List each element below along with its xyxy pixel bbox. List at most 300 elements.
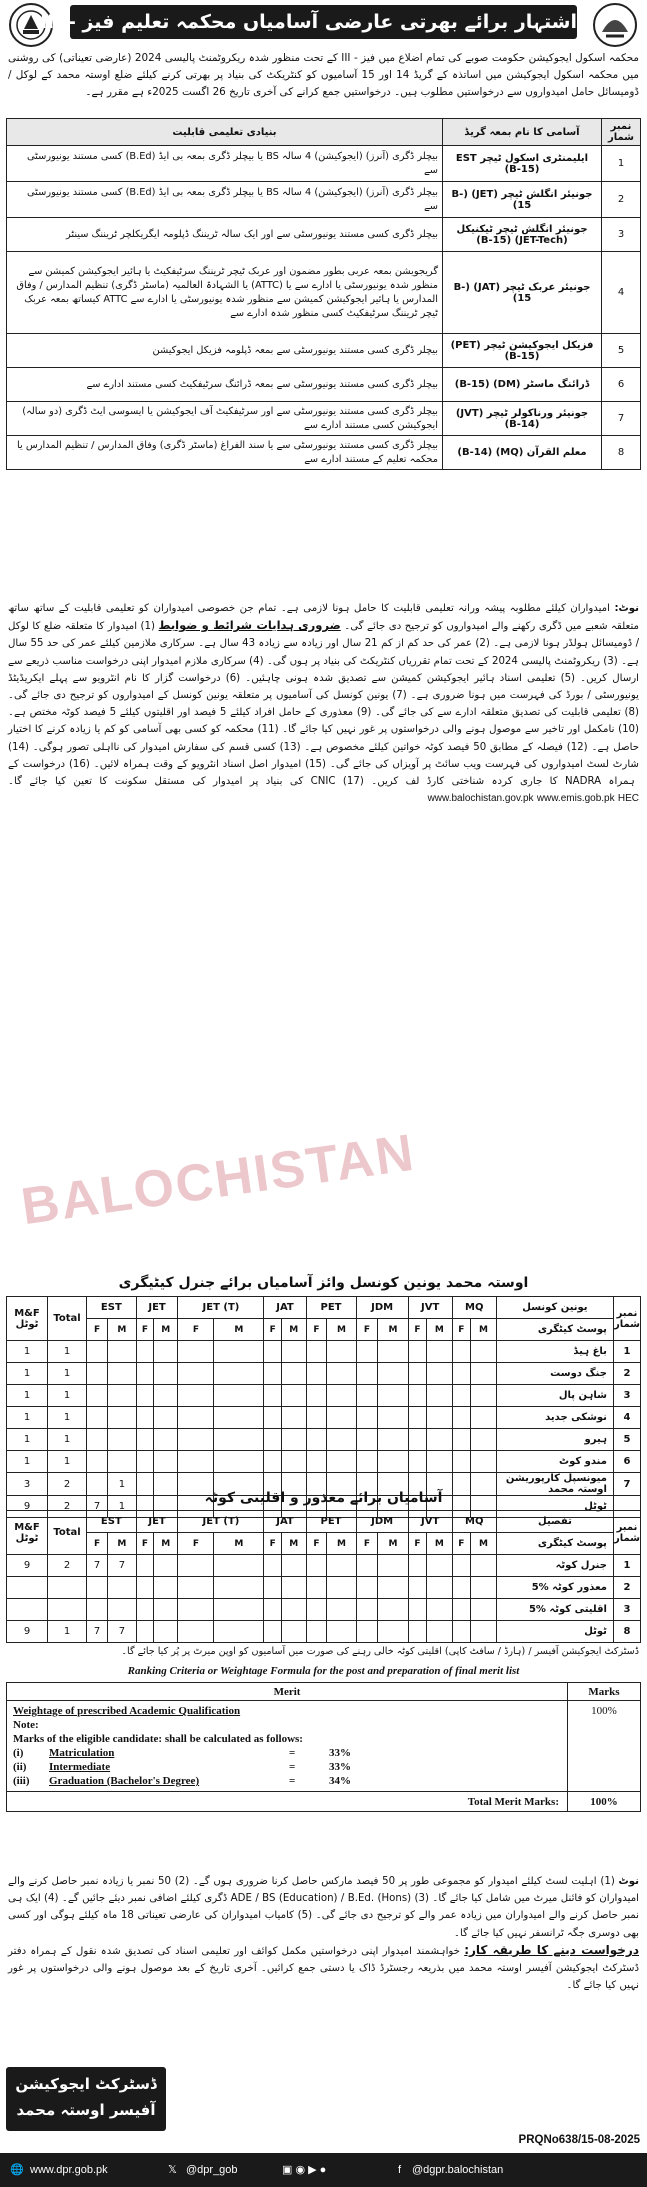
col-post: آسامی کا نام بمعہ گریڈ (443, 119, 602, 146)
merit-item-label: Matriculation (49, 1747, 115, 1759)
count-cell (306, 1385, 327, 1407)
count-cell (471, 1407, 497, 1429)
condition-item: (6) درخواست گزار کا نام انٹرویو سے پہلے ایکریڈیٹڈ یونیورسٹی / بورڈ کی فہرست میں ہونا ضروری ہے۔ (8, 672, 639, 702)
count-cell (356, 1599, 378, 1621)
count-cell (327, 1385, 356, 1407)
row-name: ٹوٹل (496, 1496, 613, 1518)
count-cell (264, 1577, 282, 1599)
count-cell (214, 1451, 264, 1473)
condition-item: (11) محکمہ کو کسی بھی آسامی کو کم یا زیادہ کرنے کا اختیار حاصل ہے۔ (8, 724, 639, 753)
row-name: ہیرو (496, 1429, 613, 1451)
male-col: M (327, 1533, 356, 1555)
sum-cell (87, 1577, 108, 1599)
count-cell (154, 1621, 178, 1643)
count-cell (214, 1429, 264, 1451)
count-cell (306, 1577, 327, 1599)
sum-cell: 7 (87, 1555, 108, 1577)
count-cell (378, 1385, 408, 1407)
post-col-header: JDM (356, 1297, 408, 1319)
condition-item: (12) فیصلہ کے مطابق 50 فیصد کوٹہ خواتین کیلئے مخصوص ہے۔ (304, 741, 588, 753)
count-cell (282, 1621, 307, 1643)
post-name: ایلیمنٹری اسکول ٹیچر EST (B-15) (443, 146, 602, 182)
count-cell (306, 1429, 327, 1451)
footer-website[interactable]: www.dpr.gob.pk (30, 2164, 108, 2176)
posts-table (6, 118, 641, 470)
count-cell (408, 1407, 426, 1429)
merit-subhead: Marks of the eligible candidate: shall be calculated as follows: (13, 1733, 303, 1745)
count-cell (108, 1599, 137, 1621)
condition-item: (17) CNIC کی بنیاد پر امیدوار کی مستقل سکونت کا تعین کیا جائے گا۔ (8, 776, 364, 788)
count-cell: 1 (108, 1496, 137, 1518)
count-cell (452, 1555, 470, 1577)
count-cell (136, 1341, 153, 1363)
count-cell (282, 1385, 307, 1407)
post-col-header: MQ (452, 1511, 496, 1533)
count-cell (178, 1385, 214, 1407)
female-col: F (356, 1319, 378, 1341)
category-row-label: پوسٹ کیٹگری (496, 1319, 613, 1341)
vacancy-row (7, 1555, 641, 1577)
count-cell (264, 1407, 282, 1429)
count-cell (136, 1385, 153, 1407)
count-cell (427, 1341, 453, 1363)
merit-item-no: (ii) (13, 1761, 27, 1773)
advert-title: اشتہار برائے بھرتی عارضی آسامیاں محکمہ تعلیم فیز - III (70, 5, 577, 39)
count-cell (214, 1363, 264, 1385)
count-cell (282, 1341, 307, 1363)
merit-marks: 100% (568, 1701, 641, 1792)
count-cell (154, 1599, 178, 1621)
vacancy-row (7, 1385, 641, 1407)
mf-total-cell: 1 (7, 1385, 48, 1407)
count-cell (214, 1385, 264, 1407)
condition-item: (8) تعلیمی قابلیت کی تصدیق متعلقہ ادارے سے کی جائے گی۔ (375, 707, 639, 719)
count-cell (452, 1363, 470, 1385)
count-cell (178, 1363, 214, 1385)
count-cell (136, 1599, 153, 1621)
female-col: F (178, 1319, 214, 1341)
conditions-list (8, 621, 639, 787)
post-row (7, 252, 641, 334)
count-cell (154, 1363, 178, 1385)
sum-cell (87, 1363, 108, 1385)
footer-bar (0, 2153, 647, 2187)
header (0, 0, 647, 50)
row-serial: 4 (613, 1407, 640, 1429)
post-qualification: گریجویشن بمعہ عربی بطور مضمون اور عربک ٹیچر ٹریننگ سرٹیفکیٹ یا ہائیر ایجوکیشن کمیشن سے منظور شدہ یونیورسٹی یا ادارے سے یا (ATTC) یا الشہادۃ العالمیہ (ماسٹر ڈگری) تنظیم المدارس / وفاق المدارس یا ہائیر ایجوکیشن کمیشن سے منظور شدہ یونیورسٹی یا ادارے سے ATTC کیساتھ بمعہ عربک ٹیچر ٹریننگ سرٹیفکیٹ کسی منظور شدہ ادارے سے (7, 252, 443, 334)
post-row (7, 182, 641, 218)
count-cell (178, 1555, 214, 1577)
vacancy-row (7, 1407, 641, 1429)
count-cell (427, 1621, 453, 1643)
x-icon: 𝕏 (168, 2164, 177, 2176)
post-col-header: JVT (408, 1297, 452, 1319)
post-row (7, 334, 641, 368)
count-cell (136, 1429, 153, 1451)
female-col: F (136, 1533, 153, 1555)
post-qualification: بیچلر ڈگری (آنرز) (ایجوکیشن) 4 سالہ BS یا بیچلر ڈگری بمعہ بی ایڈ (B.Ed) کسی مستند یونیورسٹی سے (7, 146, 443, 182)
count-cell (282, 1577, 307, 1599)
condition-item: (16) درخواست کے ہمراہ NADRA کا جاری کردہ شناختی کارڈ لف کریں۔ (8, 758, 635, 788)
count-cell (154, 1407, 178, 1429)
count-cell (178, 1407, 214, 1429)
count-cell (378, 1451, 408, 1473)
row-name: مندو کوٹ (496, 1451, 613, 1473)
signature-line1: ڈسٹرکٹ ایجوکیشن (15, 2075, 157, 2093)
row-name: جنرل کوٹہ (496, 1555, 613, 1577)
male-col: M (378, 1533, 408, 1555)
female-col: F (264, 1319, 282, 1341)
merit-note: Note: (13, 1719, 39, 1731)
website-link[interactable]: www.balochistan.gov.pk (427, 793, 534, 805)
post-col-header: JET (T) (178, 1511, 264, 1533)
post-col-header: JET (136, 1297, 178, 1319)
post-col-header: EST (87, 1511, 137, 1533)
post-name: فزیکل ایجوکیشن ٹیچر (PET) (B-15) (443, 334, 602, 368)
post-row (7, 402, 641, 436)
count-cell (108, 1451, 137, 1473)
merit-item-value: 33% (329, 1761, 351, 1773)
count-cell (327, 1363, 356, 1385)
count-cell (136, 1555, 153, 1577)
count-cell (408, 1451, 426, 1473)
count-cell (214, 1341, 264, 1363)
merit-table (6, 1682, 641, 1812)
vacancy-row (7, 1451, 641, 1473)
female-col: F (136, 1319, 153, 1341)
footer-twitter[interactable]: @dpr_gob (186, 2164, 238, 2176)
mf-total-cell: 1 (7, 1429, 48, 1451)
count-cell (356, 1341, 378, 1363)
mf-total-cell: 1 (7, 1341, 48, 1363)
count-cell (452, 1429, 470, 1451)
row-serial: 3 (613, 1599, 640, 1621)
vacancy-row (7, 1363, 641, 1385)
serial-col-header: نمبر شمار (613, 1511, 640, 1555)
post-col-header: PET (306, 1511, 356, 1533)
post-qualification: بیچلر ڈگری کسی مستند یونیورسٹی سے بمعہ ڈپلومہ فزیکل ایجوکیشن (7, 334, 443, 368)
merit-item-eq: = (289, 1761, 296, 1773)
condition-item: (1) امیدوار کا متعلقہ ضلع کا لوکل / ڈومیسائل ہولڈر ہونا لازمی ہے۔ (8, 621, 640, 650)
quota-footnote: ڈسٹرکٹ ایجوکیشن آفیسر / (ہارڈ / سافٹ کاپی) اقلیتی کوٹہ خالی رہنے کی صورت میں آسامیوں کو اوپن میرٹ پر پُر کیا جائے گا۔ (121, 1646, 639, 1657)
count-cell (378, 1363, 408, 1385)
post-col-header: JDM (356, 1511, 408, 1533)
count-cell (327, 1555, 356, 1577)
count-cell (306, 1341, 327, 1363)
post-col-header: EST (87, 1297, 137, 1319)
post-row (7, 146, 641, 182)
count-cell (427, 1363, 453, 1385)
count-cell (154, 1429, 178, 1451)
count-cell (452, 1407, 470, 1429)
count-cell (356, 1451, 378, 1473)
signature-line2: آفیسر اوستہ محمد (16, 2101, 156, 2119)
count-cell (154, 1555, 178, 1577)
post-name: جونیئر ورناکولر ٹیچر (JVT) (B-14) (443, 402, 602, 436)
merit-body (7, 1701, 568, 1792)
count-cell: 1 (108, 1473, 137, 1496)
female-col: F (87, 1319, 108, 1341)
row-serial: 2 (613, 1577, 640, 1599)
count-cell (356, 1429, 378, 1451)
count-cell (452, 1577, 470, 1599)
total-cell: 1 (48, 1385, 87, 1407)
quota-vacancy-table (6, 1510, 641, 1643)
count-cell (282, 1363, 307, 1385)
total-cell: 1 (48, 1363, 87, 1385)
post-qualification: بیچلر ڈگری کسی مستند یونیورسٹی سے اور سرٹیفکیٹ آف ایجوکیشن یا ایسوسی ایٹ ڈگری (دو سالہ) ایجوکیشن کسی مستند ادارے سے (7, 402, 443, 436)
count-cell (282, 1407, 307, 1429)
post-name: معلم القرآن (MQ) (B-14) (443, 436, 602, 470)
count-cell (471, 1451, 497, 1473)
conditions-section (8, 600, 639, 807)
post-serial: 4 (602, 252, 641, 334)
row-name: باغ ہیڈ (496, 1341, 613, 1363)
female-col: F (87, 1533, 108, 1555)
post-row (7, 436, 641, 470)
intro-text: محکمہ اسکول ایجوکیشن حکومت صوبے کی تمام اضلاع میں فیز - III کے تحت منظور شدہ ریکروٹمنٹ پالیسی 2024 (عارضی تعیناتی) کی روشنی میں محکمہ اسکول ایجوکیشن میں اساتذہ کے گریڈ 14 اور 15 آسامیوں کو کنٹریکٹ کی بنیاد پر بھرتی کرنے کیلئے ضلع اوستہ محمد کے لوکل / ڈومیسائل حامل امیدواروں سے درخواستیں مطلوب ہیں۔ درخواستیں جمع کرانے کی آخری تاریخ 26 اگست 2025ء ہے مقرر ہے۔ (8, 52, 640, 98)
merit-col-header: Merit (7, 1683, 568, 1701)
post-col-header: JAT (264, 1511, 306, 1533)
merit-item-label: Intermediate (49, 1761, 111, 1773)
count-cell (427, 1385, 453, 1407)
count-cell (264, 1555, 282, 1577)
sum-cell (87, 1385, 108, 1407)
count-cell (264, 1341, 282, 1363)
total-header: Total (48, 1297, 87, 1341)
count-cell (136, 1577, 153, 1599)
post-name: جونیئر انگلش ٹیچر (JET) (B-15) (443, 182, 602, 218)
post-name: جونیئر انگلش ٹیچر ٹیکنیکل (JET-Tech) (B-15) (443, 218, 602, 252)
mf-total-header: M&F ٹوٹل (7, 1297, 48, 1341)
row-serial: 2 (613, 1363, 640, 1385)
row-name: شاہن پال (496, 1385, 613, 1407)
merit-item (13, 1774, 561, 1788)
count-cell (471, 1385, 497, 1407)
total-merit-value: 100% (568, 1792, 641, 1812)
emis-link[interactable]: www.emis.gob.pk (536, 793, 615, 805)
col-qualification: بنیادی تعلیمی قابلیت (7, 119, 443, 146)
mf-total-cell (7, 1599, 48, 1621)
count-cell (471, 1599, 497, 1621)
count-cell (452, 1621, 470, 1643)
count-cell (356, 1363, 378, 1385)
count-cell (327, 1429, 356, 1451)
conditions-lead: امیدواران کیلئے مطلوبہ پیشہ ورانہ تعلیمی قابلیت کا حامل ہونا لازمی ہے۔ تمام جن خصوصی امیدواران کو تعلیمی قابلیت کے ساتھ ساتھ متعلقہ شعبے میں ڈگری رکھنے والے امیدواروں کو ترجیح دی جائے گی۔ (8, 603, 639, 633)
mf-total-cell: 9 (7, 1496, 48, 1518)
condition-item: (15) امیدوار اصل اسناد انٹرویو کے وقت ہمراہ لائیں۔ (93, 758, 326, 770)
sum-cell (87, 1451, 108, 1473)
count-cell (427, 1407, 453, 1429)
count-cell (306, 1599, 327, 1621)
male-col: M (471, 1319, 497, 1341)
row-name: نوشکی جدید (496, 1407, 613, 1429)
count-cell (356, 1555, 378, 1577)
count-cell (471, 1341, 497, 1363)
male-col: M (154, 1319, 178, 1341)
count-cell (178, 1451, 214, 1473)
male-col: M (378, 1319, 408, 1341)
count-cell (154, 1577, 178, 1599)
count-cell (136, 1363, 153, 1385)
count-cell (108, 1363, 137, 1385)
footer-social[interactable]: @dgpr.balochistan (412, 2164, 504, 2176)
count-cell (356, 1407, 378, 1429)
count-cell (408, 1621, 426, 1643)
name-col-header: یونین کونسل (496, 1297, 613, 1319)
bottom-note-label: نوٹ (618, 1876, 639, 1887)
count-cell (471, 1577, 497, 1599)
male-col: M (214, 1533, 264, 1555)
quota-section-title: آسامیاں برائے معذور و اقلیتی کوٹہ (204, 1490, 443, 1506)
sum-cell: 7 (87, 1496, 108, 1518)
condition-item: (4) سرکاری ملازم امیدوار اپنی درخواست مناسب ذریعے سے ارسال کریں۔ (8, 655, 639, 684)
count-cell (282, 1555, 307, 1577)
condition-item: (7) یونین کونسل کی آسامیوں پر متعلقہ یونین کونسل کے امیدواروں کو ترجیح دی جائے گی۔ (8, 690, 407, 702)
row-name: اقلیتی کوٹہ %5 (496, 1599, 613, 1621)
mf-total-cell: 3 (7, 1473, 48, 1496)
male-col: M (108, 1533, 137, 1555)
province-emblem-icon (592, 2, 638, 48)
condition-item: (2) عمر کی حد کم از کم 21 سال اور زیادہ سے زیادہ 43 سال ہے۔ سرکاری ملازمین کیلئے عمر کی حد 55 سال ہے۔ (8, 638, 639, 667)
marks-col-header: Marks (568, 1683, 641, 1701)
note-label: نوٹ: (614, 603, 639, 614)
merit-item-value: 34% (329, 1775, 351, 1787)
count-cell (356, 1577, 378, 1599)
count-cell (108, 1341, 137, 1363)
uc-section-title: اوستہ محمد یونین کونسل وائز آسامیاں برائے جنرل کیٹیگری (118, 1275, 529, 1291)
count-cell (306, 1451, 327, 1473)
female-col: F (408, 1533, 426, 1555)
watermark: BALOCHISTAN (17, 1123, 419, 1237)
count-cell (378, 1621, 408, 1643)
count-cell (408, 1363, 426, 1385)
count-cell (327, 1341, 356, 1363)
mf-total-cell: 9 (7, 1555, 48, 1577)
count-cell (108, 1429, 137, 1451)
merit-notes (8, 1873, 639, 1994)
vacancy-row (7, 1341, 641, 1363)
count-cell (378, 1429, 408, 1451)
mf-total-cell: 1 (7, 1407, 48, 1429)
post-serial: 1 (602, 146, 641, 182)
count-cell (427, 1555, 453, 1577)
condition-item: (13) کسی قسم کی سفارش امیدوار کی نااہلی تصور ہوگی۔ (32, 741, 301, 753)
hec-label: HEC (617, 793, 639, 805)
count-cell (264, 1599, 282, 1621)
count-cell (282, 1451, 307, 1473)
social-icons: ▣ ◉ ▶ ● (282, 2164, 327, 2176)
count-cell (408, 1555, 426, 1577)
merit-item-eq: = (289, 1775, 296, 1787)
bottom-notes-text: (1) اہلیت لسٹ کیلئے امیدوار کو مجموعی طور پر 50 فیصد مارکس حاصل کرنا ضروری ہوں گے۔ (2) 50 نمبر یا زیادہ نمبر حاصل کرنے والے امیدواران کو فائنل میرٹ میں شامل کیا جائے گا۔ (3) ADE / BS (Education) / B.Ed. (Hons) ڈگری کیلئے اضافی نمبر دیئے جائیں گے۔ (4) ایک ہی نمبر حاصل کرنے والے امیدواران میں زیادہ عمر والے کو ترجیح دی جائے گی۔ (5) کامیاب امیدواران کی عارضی تعیناتی 18 ماہ کیلئے ہوگی اور کسی بھی دوسری جگہ ٹرانسفر نہیں کیا جائے گا۔ (8, 1876, 639, 1939)
row-serial: 7 (613, 1473, 640, 1496)
count-cell (136, 1407, 153, 1429)
count-cell (471, 1555, 497, 1577)
facebook-icon: f (398, 2164, 402, 2176)
count-cell (408, 1341, 426, 1363)
male-col: M (154, 1533, 178, 1555)
merit-item (13, 1746, 561, 1760)
post-qualification: بیچلر ڈگری کسی مستند یونیورسٹی سے یا سند الفراغ (ماسٹر ڈگری) وفاق المدارس / تنظیم المدارس یا محکمہ تعلیم کے مستند ادارے سے (7, 436, 443, 470)
count-cell (136, 1451, 153, 1473)
globe-icon: 🌐 (10, 2164, 24, 2176)
mf-total-cell (7, 1577, 48, 1599)
count-cell (178, 1341, 214, 1363)
count-cell (427, 1451, 453, 1473)
post-serial: 6 (602, 368, 641, 402)
count-cell (214, 1577, 264, 1599)
row-serial: 1 (613, 1341, 640, 1363)
post-row (7, 218, 641, 252)
post-col-header: JET (136, 1511, 178, 1533)
sum-cell (87, 1407, 108, 1429)
name-col-header: تفصیل (496, 1511, 613, 1533)
row-name: ٹوٹل (496, 1621, 613, 1643)
count-cell (378, 1407, 408, 1429)
count-cell (427, 1429, 453, 1451)
total-cell: 1 (48, 1451, 87, 1473)
row-serial: 6 (613, 1451, 640, 1473)
count-cell (264, 1363, 282, 1385)
male-col: M (108, 1319, 137, 1341)
merit-criteria-title: Ranking Criteria or Weightage Formula for the post and preparation of final merit list (127, 1665, 520, 1677)
count-cell (108, 1577, 137, 1599)
row-serial: 1 (613, 1555, 640, 1577)
male-col: M (427, 1319, 453, 1341)
count-cell (408, 1385, 426, 1407)
merit-item-value: 33% (329, 1747, 351, 1759)
post-col-header: PET (306, 1297, 356, 1319)
count-cell (178, 1429, 214, 1451)
count-cell (214, 1599, 264, 1621)
count-cell (408, 1599, 426, 1621)
row-serial: 8 (613, 1621, 640, 1643)
post-qualification: بیچلر ڈگری کسی مستند یونیورسٹی سے بمعہ ڈرائنگ سرٹیفکیٹ کسی مستند ادارے سے (7, 368, 443, 402)
mf-total-cell: 1 (7, 1363, 48, 1385)
mf-total-header: M&F ٹوٹل (7, 1511, 48, 1555)
condition-item: (3) ریکروٹمنٹ پالیسی 2024 کے تحت تمام تقرریاں کنٹریکٹ کی بنیاد پر ہوں گی۔ (266, 655, 618, 667)
total-cell (48, 1599, 87, 1621)
count-cell (327, 1451, 356, 1473)
apply-method-title: درخواست دینے کا طریقہ کار: (464, 1942, 639, 1957)
count-cell (427, 1577, 453, 1599)
total-cell: 1 (48, 1621, 87, 1643)
total-cell: 1 (48, 1429, 87, 1451)
count-cell (264, 1621, 282, 1643)
count-cell (378, 1577, 408, 1599)
count-cell (327, 1577, 356, 1599)
category-row-label: پوسٹ کیٹگری (496, 1533, 613, 1555)
total-cell: 2 (48, 1473, 87, 1496)
count-cell (306, 1555, 327, 1577)
post-qualification: بیچلر ڈگری (آنرز) (ایجوکیشن) 4 سالہ BS یا بیچلر ڈگری بمعہ بی ایڈ (B.Ed) کسی مستند یونیورسٹی سے (7, 182, 443, 218)
condition-item: (9) معذوری کے حامل افراد کیلئے 5 فیصد اور اقلیتوں کیلئے 5 فیصد کوٹہ مختص ہے۔ (8, 707, 372, 719)
post-name: ڈرائنگ ماسٹر (DM) (B-15) (443, 368, 602, 402)
post-serial: 5 (602, 334, 641, 368)
condition-item: (14) شارٹ لسٹ امیدواروں کی فہرست ویب سائٹ پر آویزاں کی جائے گی۔ (8, 741, 639, 770)
count-cell (356, 1385, 378, 1407)
total-merit-label: Total Merit Marks: (7, 1792, 568, 1812)
male-col: M (282, 1533, 307, 1555)
sum-cell: 7 (87, 1621, 108, 1643)
count-cell (452, 1341, 470, 1363)
count-cell (471, 1363, 497, 1385)
vacancy-row (7, 1429, 641, 1451)
count-cell (136, 1621, 153, 1643)
count-cell (264, 1385, 282, 1407)
count-cell (356, 1621, 378, 1643)
